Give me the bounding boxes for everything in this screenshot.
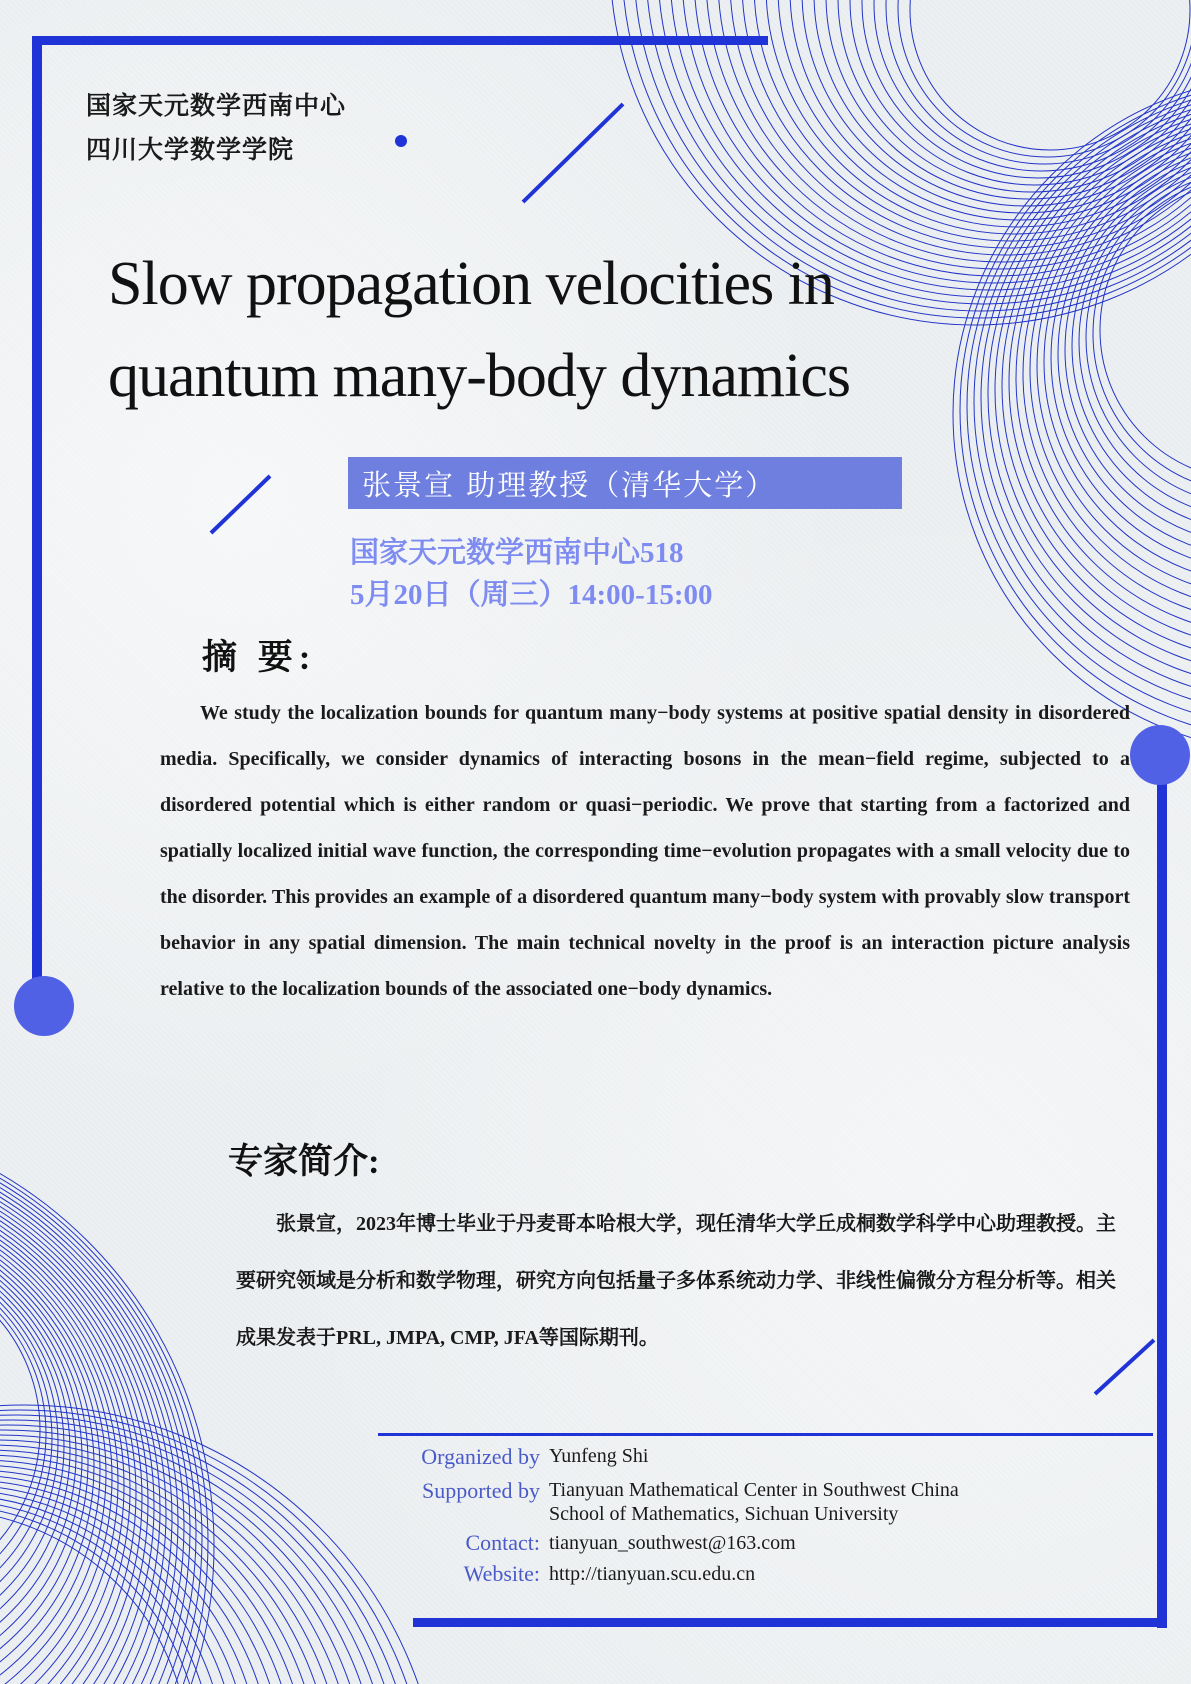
frame-top-line xyxy=(32,36,768,45)
frame-bottom-line xyxy=(413,1618,1167,1627)
arc-line xyxy=(706,0,1191,269)
abstract-heading: 摘 要: xyxy=(202,638,317,677)
circle-left xyxy=(14,976,74,1036)
title-line-1: Slow propagation velocities in xyxy=(108,250,834,318)
contact-email[interactable]: tianyuan_southwest@163.com xyxy=(549,1532,796,1554)
diagonal-stroke-top xyxy=(523,104,623,202)
supported-by-label: Supported by xyxy=(422,1478,540,1503)
frame-right-line xyxy=(1157,766,1167,1628)
arc-line xyxy=(0,1135,190,1684)
abstract-text: We study the localization bounds for quantum many−body systems at positive spatial density in disordered media. Specifically, we consider dynamics of interacting bosons in the mean−field regime, subjected to a disordered potential which is either random or quasi−periodic. We prove that starting from a factorized and spatially localized initial wave function, the corresponding time−evolution propagates with a small velocity due to the disorder. This provides an example of a disordered quantum many−body system with provably slow transport behavior in any spatial dimension. The main technical novelty in the proof is an interaction picture analysis relative to the localization bounds of the associated one−body dynamics. xyxy=(160,702,1130,1000)
supporter-2: School of Mathematics, Sichuan University xyxy=(549,1503,899,1525)
arc-line xyxy=(694,0,1191,276)
arc-line xyxy=(0,1470,286,1684)
website-link[interactable]: http://tianyuan.scu.edu.cn xyxy=(549,1563,756,1585)
bio-heading: 专家简介: xyxy=(228,1142,380,1181)
diagonal-stroke-mid xyxy=(211,476,270,533)
dot-small xyxy=(395,135,407,147)
arc-line xyxy=(754,0,1191,241)
arc-line xyxy=(981,95,1191,701)
bio-text: 张景宣，2023年博士毕业于丹麦哥本哈根大学，现任清华大学丘成桐数学科学中心助理教授。主要研究领域是分析和数学物理，研究方向包括量子多体系统动力学、非线性偏微分方程分析等。相关成果发表于PRL, JMPA, CMP, JFA等国际期刊。 xyxy=(236,1213,1116,1349)
time: 5月20日（周三）14:00-15:00 xyxy=(350,579,713,611)
arc-line xyxy=(1100,180,1191,480)
frame-left-line xyxy=(32,36,42,1004)
arc-line xyxy=(1044,140,1191,584)
supporter-1: Tianyuan Mathematical Center in Southwest China xyxy=(549,1479,959,1501)
arc-line xyxy=(0,1440,358,1684)
arc-line xyxy=(0,1510,190,1684)
arc-line xyxy=(826,0,1191,199)
speaker-name: 张景宣 助理教授（清华大学） xyxy=(362,468,777,502)
arc-line xyxy=(814,0,1191,206)
arc-line xyxy=(838,0,1191,192)
title-line-2: quantum many-body dynamics xyxy=(108,342,850,410)
arc-line xyxy=(988,100,1191,688)
contact-label: Contact: xyxy=(465,1530,540,1555)
arc-line xyxy=(730,0,1191,255)
organizer-name: Yunfeng Shi xyxy=(549,1445,649,1467)
website-label: Website: xyxy=(463,1561,540,1586)
arc-line xyxy=(0,1235,70,1665)
institution-2: 四川大学数学学院 xyxy=(86,137,295,164)
organized-by-label: Organized by xyxy=(421,1444,540,1469)
arc-line xyxy=(0,1115,214,1684)
circle-right xyxy=(1130,725,1190,785)
arc-line xyxy=(0,1150,172,1684)
institution-1: 国家天元数学西南中心 xyxy=(86,93,347,120)
info-divider-line xyxy=(378,1433,1153,1436)
talk-title xyxy=(108,238,1008,422)
venue: 国家天元数学西南中心518 xyxy=(350,537,684,569)
